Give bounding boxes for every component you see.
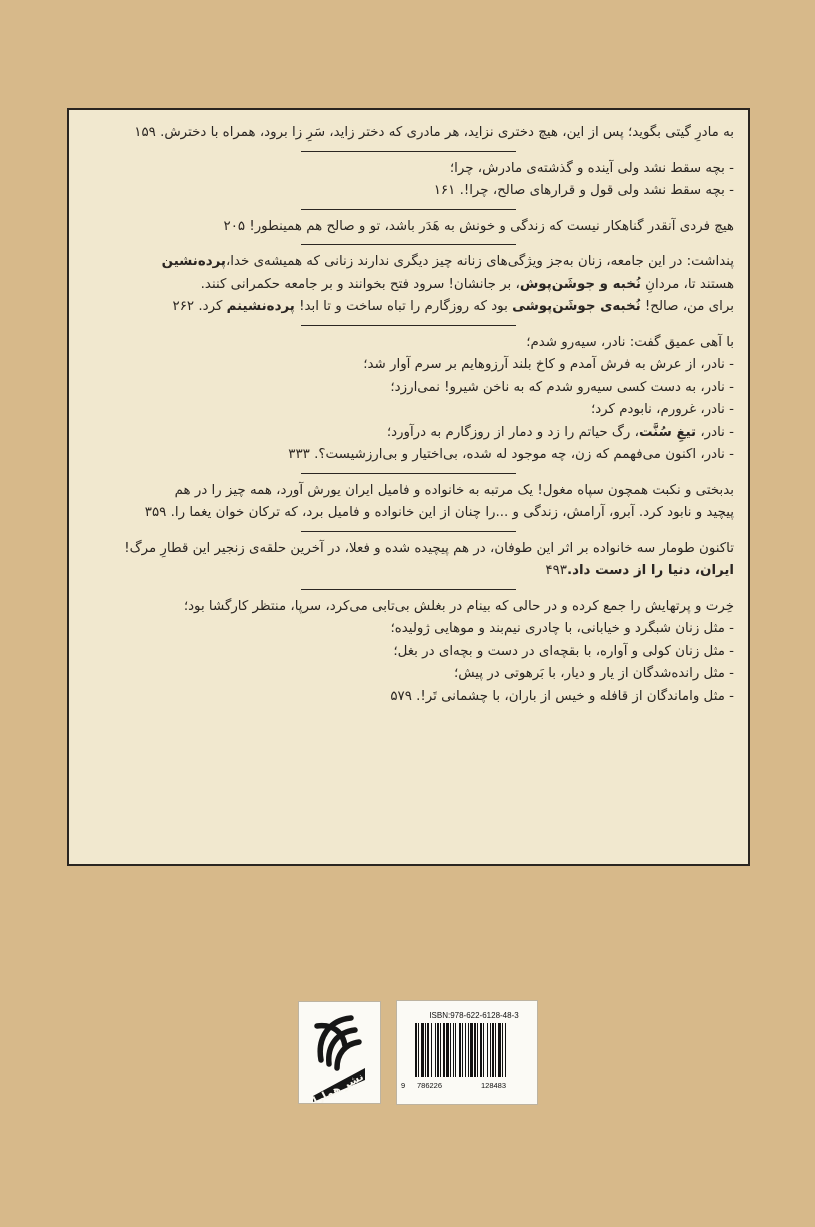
barcode-bars <box>403 1023 533 1081</box>
quote-block <box>83 251 734 319</box>
quote-line <box>83 480 734 503</box>
quote-emphasis: پرده‌نشین <box>161 254 226 269</box>
quote-text: بود که روزگارم را تباه ساخت و تا ابد! <box>294 299 513 314</box>
quote-text: هستند تا، مردانِ <box>640 276 734 292</box>
quote-emphasis: نُخبه‌ی جوشَن‌پوشی <box>512 299 641 314</box>
quote-block <box>83 538 734 583</box>
quote-line <box>83 399 734 422</box>
barcode-bar <box>498 1023 501 1077</box>
quote-text: ، بر جانشان! سرود فتح بخوانند و بر جامعه حکمرانی کنند. <box>200 276 520 292</box>
quote-line <box>83 332 734 355</box>
quote-block <box>83 158 734 203</box>
barcode-bar <box>431 1023 432 1077</box>
quote-line <box>83 274 734 297</box>
barcode-digits-left: 786226 <box>417 1081 443 1090</box>
barcode-bar <box>490 1023 491 1077</box>
quote-text: کرد. ۲۶۲ <box>172 299 227 314</box>
barcode-bar <box>470 1023 473 1077</box>
barcode-bar <box>483 1023 484 1077</box>
quote-text: به مادرِ گیتی بگوید؛ پس از این، هیچ دختری نزاید، هر مادری که دختر زاید، سَرِ زا برود، همراه با دخترش. ۱۵۹ <box>134 125 734 140</box>
quote-line <box>83 422 734 445</box>
quote-text: با آهی عمیق گفت: نادر، سیه‌رو شدم؛ <box>526 334 734 350</box>
quote-text: ۴۹۳ <box>545 563 567 578</box>
quote-text: - بچه سقط نشد ولی آینده و گذشته‌ی مادرش، چرا؛ <box>449 160 734 176</box>
quotes-panel <box>67 108 750 866</box>
quote-text: - نادر، غرورم، نابودم کرد؛ <box>590 402 734 417</box>
barcode-bar <box>421 1023 424 1077</box>
barcode-digits-right: 128483 <box>481 1081 507 1090</box>
barcode-bar <box>425 1023 426 1077</box>
quote-text: - مثل زنان شبگرد و خیابانی، با چادری نیم‌بند و موهایی ژولیده؛ <box>390 621 734 636</box>
quote-line <box>83 158 734 181</box>
quote-text: پیچید و نابود کرد. آبرو، آرامش، زندگی و ...را چنان از این خانواده و فامیل برد، که ترکان خوان یغما را. ۳۵۹ <box>144 505 734 520</box>
barcode <box>396 1000 538 1105</box>
quote-text: هیچ فردی آنقدر گناهکار نیست که زندگی و خونش به هَدَر باشد، تو و صالح هم همینطور! ۲۰۵ <box>223 218 734 234</box>
quote-line <box>83 538 734 561</box>
quote-text: - نادر، اکنون می‌فهمم که زن، چه موجود له شده، بی‌اختیار و بی‌ارزشیست؟. ۳۳۳ <box>288 447 734 462</box>
quote-text: برای من، صالح! <box>640 299 734 314</box>
quote-emphasis: نُخبه و جوشَن‌پوش <box>519 276 641 292</box>
quote-line <box>83 641 734 664</box>
quote-text: پنداشت: در این جامعه، زنان به‌جز ویژگی‌های زنانه چیز دیگری ندارند زنانی که همیشه‌ی خدا، <box>225 254 734 269</box>
quote-line <box>83 560 734 583</box>
quote-block <box>83 216 734 239</box>
barcode-bar <box>443 1023 445 1077</box>
barcode-bar <box>415 1023 417 1077</box>
quote-line <box>83 618 734 641</box>
barcode-bar <box>465 1023 466 1077</box>
barcode-bar <box>477 1023 478 1077</box>
quote-text: - مثل واماندگان از قافله و خیس از باران، با چشمانی تَر!. ۵۷۹ <box>390 688 734 704</box>
barcode-bar <box>418 1023 419 1077</box>
quote-line <box>83 377 734 400</box>
barcode-bar <box>505 1023 506 1077</box>
quote-text: - نادر، به دست کسی سیه‌رو شدم که به ناخن شیرو! نمی‌ارزد؛ <box>390 379 734 395</box>
quote-line <box>83 251 734 274</box>
quote-line <box>83 122 734 145</box>
barcode-bar <box>468 1023 469 1077</box>
barcode-bar <box>440 1023 441 1077</box>
quote-line <box>83 502 734 525</box>
quote-emphasis: ایران، دنیا را از دست داد. <box>567 563 734 578</box>
barcode-bar <box>462 1023 463 1077</box>
barcode-bar <box>474 1023 476 1077</box>
barcode-bar <box>487 1023 488 1077</box>
quote-text: بدبختی و نکبت همچون سپاه مغول! یک مرتبه به خانواده و فامیل ایران یورش آورد، همه چیز را در هم <box>174 482 734 498</box>
quote-line <box>83 296 734 319</box>
publisher-logo-icon <box>299 1002 380 1103</box>
quote-text: - مثل زنان کولی و آواره، با بقچه‌ای در دست و بچه‌ای در بغل؛ <box>393 643 734 659</box>
quote-emphasis: تیغِ سُنَّت <box>638 424 697 440</box>
barcode-bar <box>435 1023 436 1077</box>
barcode-bar <box>459 1023 461 1077</box>
quote-block <box>83 122 734 145</box>
quote-line <box>83 354 734 377</box>
publisher-logo <box>298 1001 381 1104</box>
barcode-bar <box>495 1023 496 1077</box>
barcode-bar <box>437 1023 439 1077</box>
isbn-label: ISBN:978-622-6128-48-3 <box>429 1011 519 1020</box>
quote-block <box>83 332 734 467</box>
quote-line <box>83 180 734 203</box>
quote-text: - بچه سقط نشد ولی قول و قرارهای صالح، چرا!. ۱۶۱ <box>433 183 734 198</box>
publisher-name: نشر همارا <box>310 1069 366 1103</box>
quote-text: - نادر، از عرش به فرش آمدم و کاخ بلند آرزوهایم بر سرم آوار شد؛ <box>363 357 734 372</box>
quote-block <box>83 596 734 709</box>
barcode-bar <box>480 1023 482 1077</box>
quote-line <box>83 444 734 467</box>
barcode-bar <box>453 1023 454 1077</box>
quote-text: خِرت و پرتهایش را جمع کرده و در حالی که بینام در بغلش بی‌تابی می‌کرد، سرپا، منتظر کارگشا بود؛ <box>183 598 734 614</box>
barcode-bar <box>455 1023 456 1077</box>
barcode-bar <box>502 1023 503 1077</box>
quote-text: تاکنون طومار سه خانواده بر اثر این طوفان، در هم پیچیده شده و فعلا، در آخرین حلقه‌ی زنجیر این قطارِ مرگ! <box>124 540 734 556</box>
quote-text: - مثل رانده‌شدگان از یار و دیار، با بَرهوتی در پیش؛ <box>453 666 734 681</box>
barcode-bar <box>492 1023 494 1077</box>
quote-line <box>83 663 734 686</box>
barcode-bar <box>427 1023 429 1077</box>
barcode-bar <box>450 1023 451 1077</box>
barcode-digit-prefix: 9 <box>401 1081 406 1090</box>
quote-line <box>83 596 734 619</box>
quote-block <box>83 480 734 525</box>
quote-text: - نادر، <box>696 424 734 440</box>
barcode-bar <box>446 1023 449 1077</box>
quote-text: ، رگ حیاتم را زد و دمار از روزگارم به درآورد؛ <box>386 424 639 440</box>
quote-line <box>83 686 734 709</box>
quote-line <box>83 216 734 239</box>
quote-emphasis: پرده‌نشینم <box>226 299 295 314</box>
